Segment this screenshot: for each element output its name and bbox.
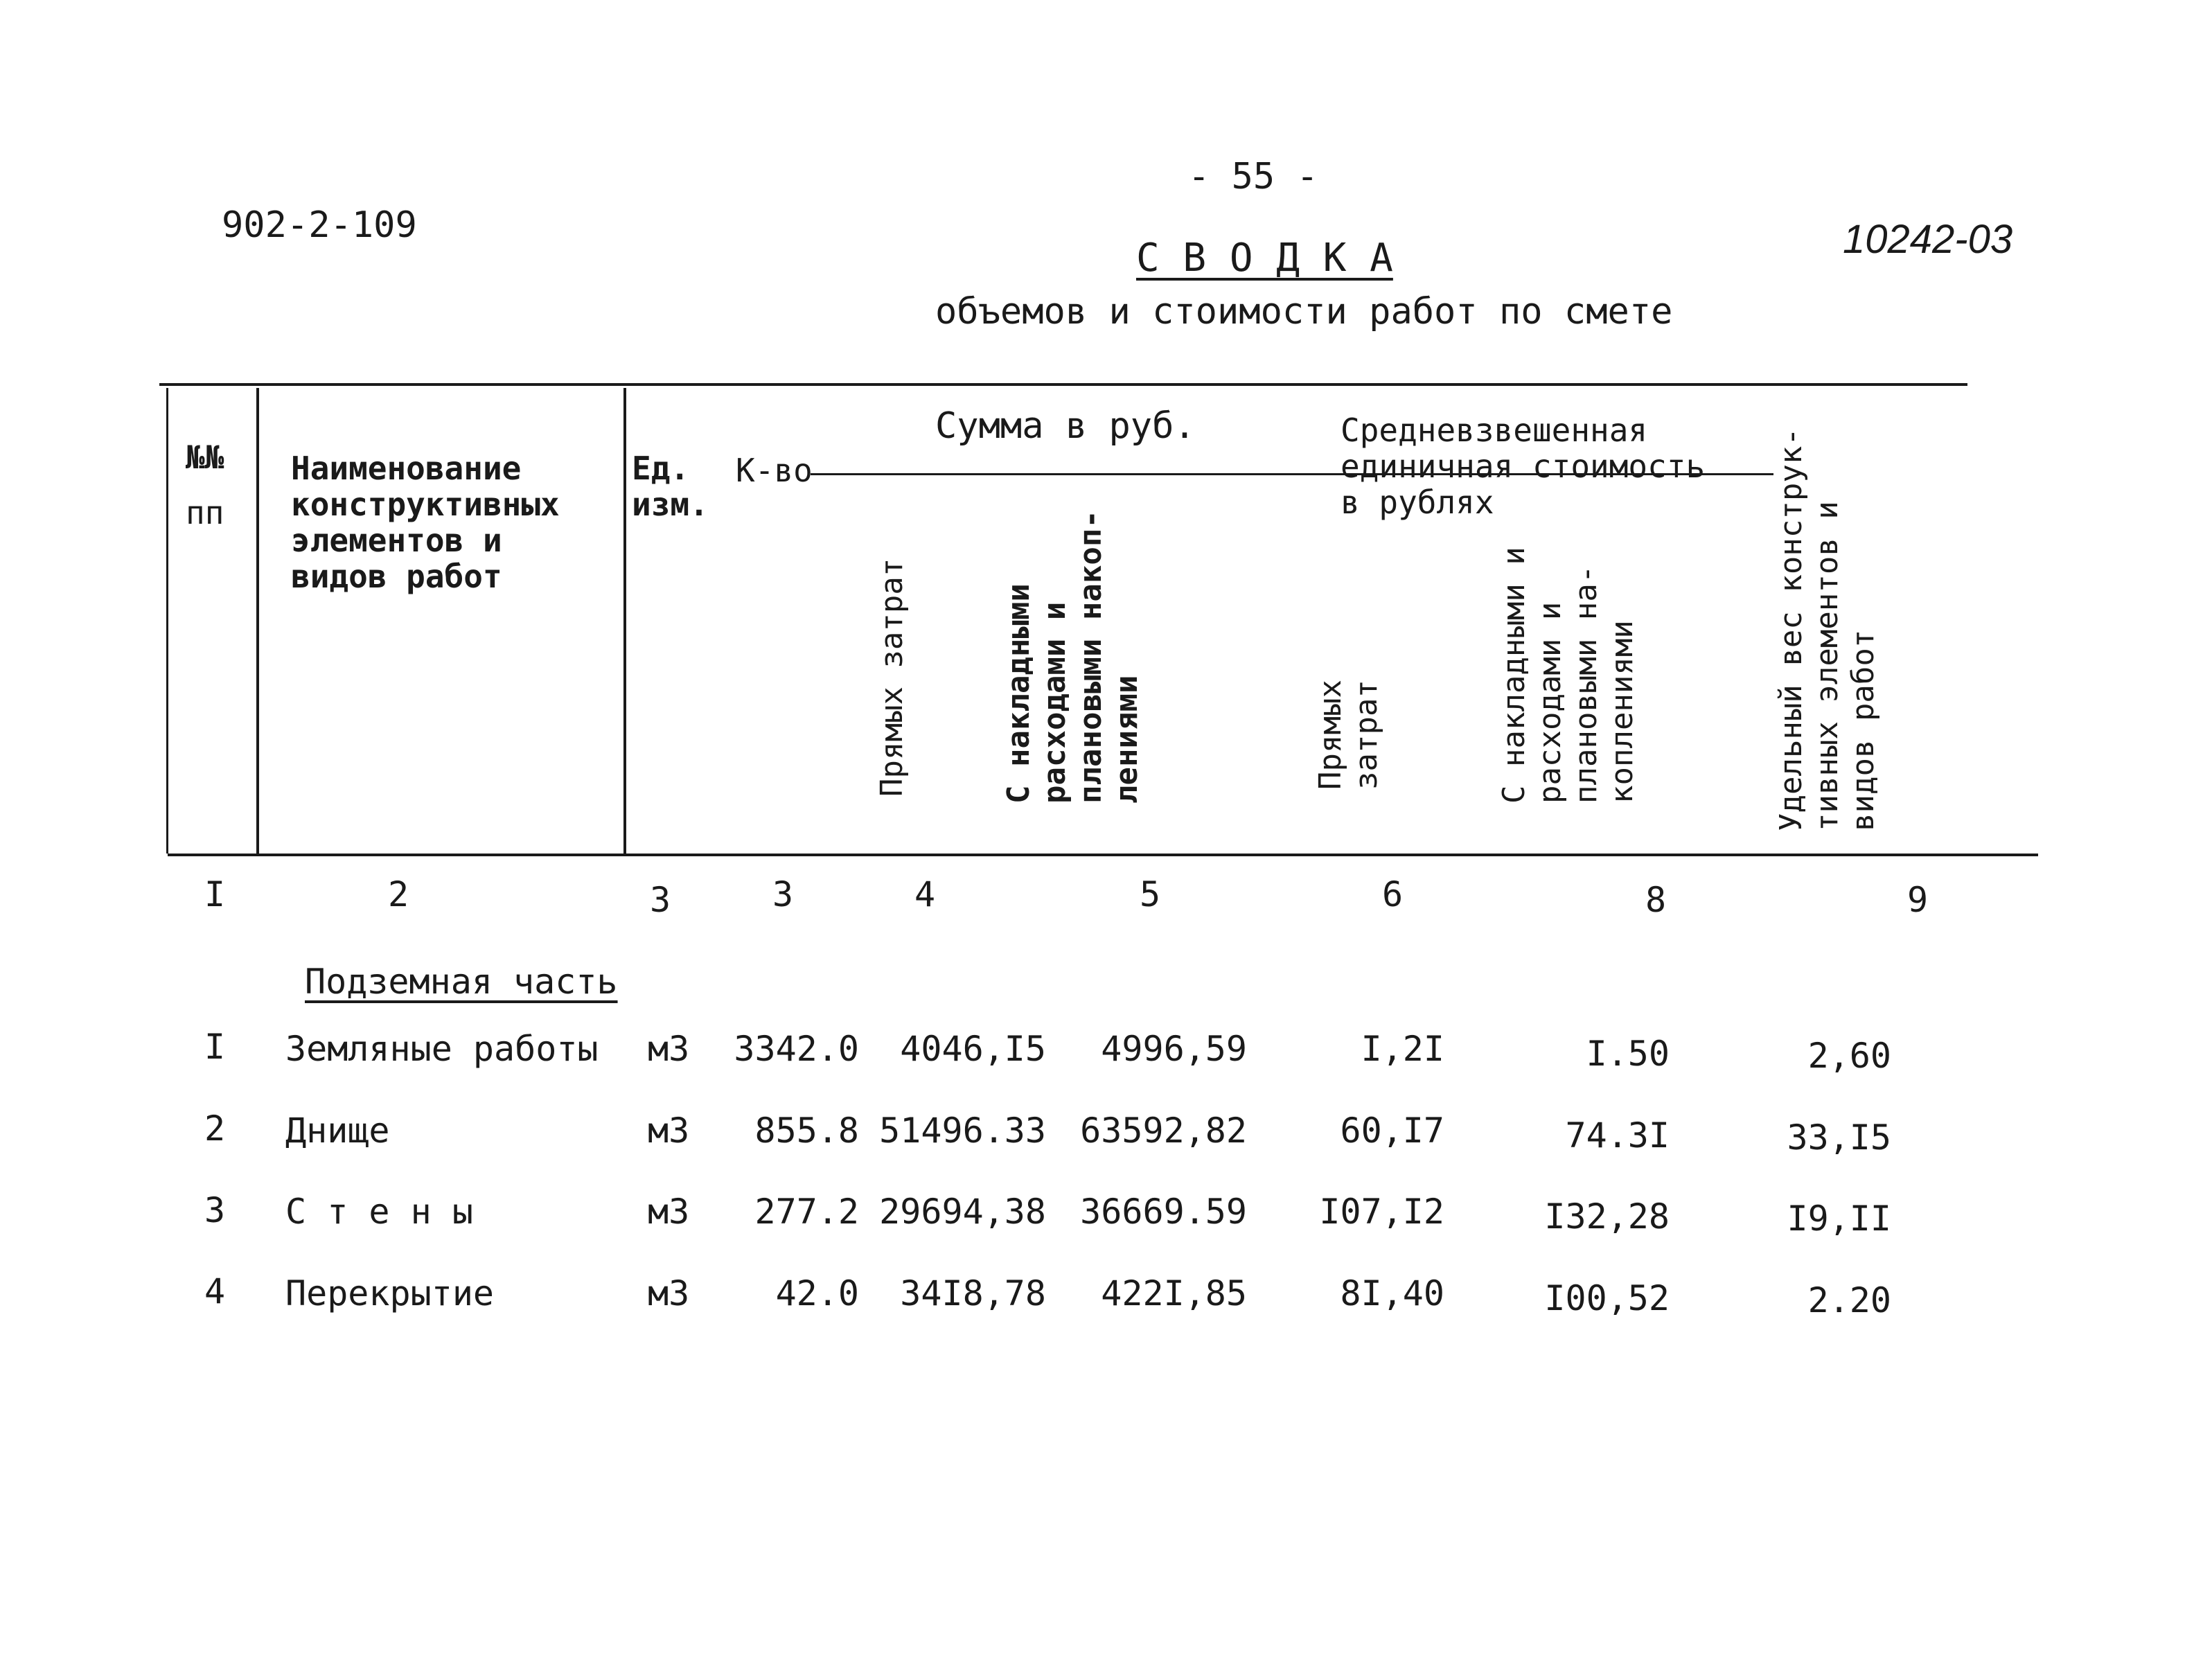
header-avg-overhead: С накладными и расходами и плановыми на- коплениями bbox=[1496, 547, 1640, 804]
row-sum-direct: 51496.33 bbox=[879, 1111, 1046, 1151]
header-qty: К-во bbox=[736, 452, 813, 489]
column-number: 4 bbox=[914, 874, 936, 914]
divider-name-unit bbox=[623, 388, 626, 854]
row-avg-overhead: 74.3I bbox=[1565, 1115, 1670, 1156]
column-number: 8 bbox=[1645, 880, 1667, 920]
header-group-avg: Средневзвешенная единичная стоимость в рублях bbox=[1341, 412, 1706, 521]
row-name: Перекрытие bbox=[285, 1273, 495, 1314]
row-number: 4 bbox=[204, 1271, 226, 1311]
column-number: 9 bbox=[1907, 880, 1929, 920]
section-title: Подземная часть bbox=[305, 962, 618, 1002]
row-weight: 2,60 bbox=[1807, 1036, 1891, 1076]
row-unit: м3 bbox=[648, 1111, 690, 1151]
document-subtitle: объемов и стоимости работ по смете bbox=[935, 291, 1673, 333]
row-sum-direct: 4046,I5 bbox=[900, 1029, 1046, 1069]
row-sum-direct: 29694,38 bbox=[879, 1192, 1046, 1232]
row-weight: 33,I5 bbox=[1787, 1117, 1891, 1158]
column-number: 2 bbox=[388, 874, 409, 914]
row-avg-direct: I07,I2 bbox=[1319, 1192, 1444, 1232]
header-unit: Ед. изм. bbox=[632, 450, 709, 523]
row-weight: 2.20 bbox=[1807, 1280, 1891, 1320]
row-qty: 277.2 bbox=[754, 1192, 859, 1232]
header-name: Наименование конструктивных элементов и видов работ bbox=[291, 450, 560, 595]
row-sum-overhead: 63592,82 bbox=[1080, 1111, 1247, 1151]
table-left-border bbox=[166, 388, 168, 854]
row-avg-overhead: I00,52 bbox=[1544, 1278, 1670, 1318]
document-title: С В О Д К А bbox=[1136, 236, 1393, 281]
column-number: 3 bbox=[772, 874, 794, 914]
header-weight: Удельный вес конструк- тивных элементов и видов работ bbox=[1773, 427, 1881, 831]
divider-no-name bbox=[256, 388, 259, 854]
doc-code-left: 902-2-109 bbox=[222, 204, 417, 246]
column-number: 5 bbox=[1140, 874, 1161, 914]
row-name: С т е н ы bbox=[285, 1192, 473, 1232]
row-avg-direct: I,2I bbox=[1361, 1029, 1444, 1069]
row-qty: 3342.0 bbox=[734, 1029, 859, 1069]
row-avg-direct: 60,I7 bbox=[1340, 1111, 1444, 1151]
header-sum-direct: Прямых затрат bbox=[874, 558, 910, 797]
header-no: №№ пп bbox=[186, 439, 224, 531]
header-sum-overhead: С накладными расходами и плановыми накоп- лениями bbox=[1001, 510, 1144, 804]
row-sum-overhead: 422I,85 bbox=[1101, 1273, 1247, 1314]
column-number: 6 bbox=[1382, 874, 1404, 914]
header-avg-direct: Прямых затрат bbox=[1313, 680, 1384, 790]
row-sum-overhead: 4996,59 bbox=[1101, 1029, 1247, 1069]
row-qty: 42.0 bbox=[775, 1273, 859, 1314]
row-qty: 855.8 bbox=[754, 1111, 859, 1151]
column-number: 3 bbox=[650, 880, 671, 920]
doc-code-right: 10242-03 bbox=[1843, 217, 2013, 262]
row-name: Днище bbox=[285, 1111, 390, 1151]
row-number: 3 bbox=[204, 1190, 226, 1230]
row-unit: м3 bbox=[648, 1273, 690, 1314]
header-group-sum: Сумма в руб. bbox=[935, 405, 1196, 447]
row-unit: м3 bbox=[648, 1192, 690, 1232]
row-name: Земляные работы bbox=[285, 1029, 599, 1069]
row-avg-direct: 8I,40 bbox=[1340, 1273, 1444, 1314]
row-number: I bbox=[204, 1027, 226, 1067]
row-unit: м3 bbox=[648, 1029, 690, 1069]
column-number: I bbox=[204, 874, 226, 914]
row-sum-overhead: 36669.59 bbox=[1080, 1192, 1247, 1232]
table-top-rule bbox=[159, 383, 1967, 386]
row-avg-overhead: I.50 bbox=[1586, 1034, 1670, 1074]
row-number: 2 bbox=[204, 1108, 226, 1149]
row-sum-direct: 34I8,78 bbox=[900, 1273, 1046, 1314]
row-avg-overhead: I32,28 bbox=[1544, 1196, 1670, 1237]
page-number: - 55 - bbox=[1188, 156, 1318, 197]
table-header-bottom-rule bbox=[168, 854, 2038, 856]
row-weight: I9,II bbox=[1787, 1199, 1891, 1239]
